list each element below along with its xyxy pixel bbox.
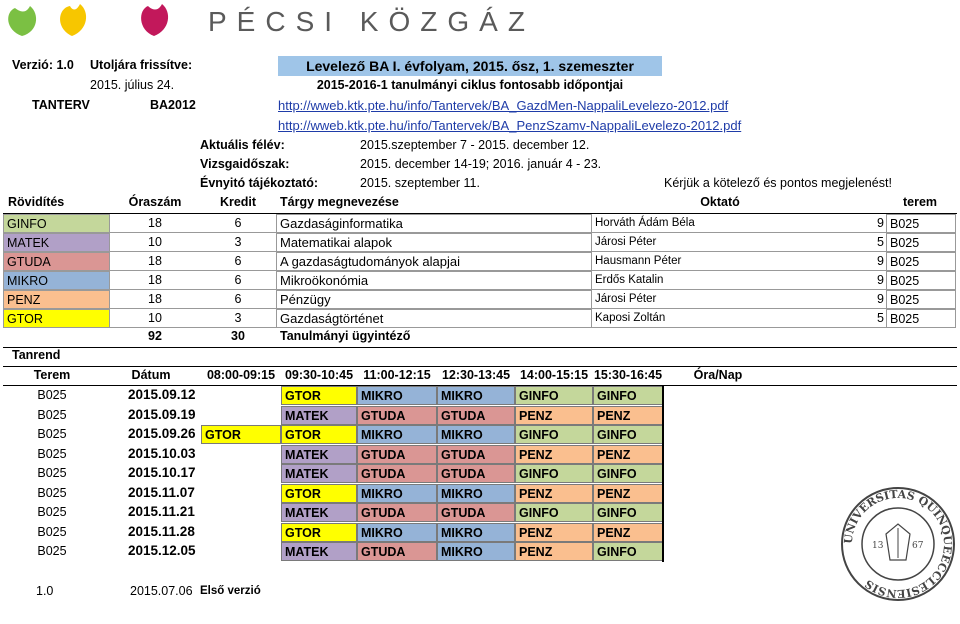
subject-credit: 6: [200, 214, 276, 233]
schedule-row: [0, 542, 960, 562]
schedule-row: [0, 386, 960, 406]
footer-note: Első verzió: [200, 585, 261, 597]
vizsga-value: 2015. december 14-19; 2016. január 4 - 23.: [360, 157, 602, 171]
row-divider: [663, 542, 664, 562]
subjects-header-3: Tárgy megnevezése: [280, 195, 399, 209]
subject-name: Gazdaságtörténet: [276, 309, 592, 328]
subject-row: [0, 309, 960, 328]
attendance-notice: Kérjük a kötelező és pontos megjelenést!: [664, 176, 892, 190]
subjects-header-0: Rövidítés: [8, 195, 65, 209]
vizsga-label: Vizsgaidőszak:: [200, 157, 290, 171]
schedule-slot: GTOR: [281, 386, 357, 405]
schedule-slot: GINFO: [593, 386, 663, 405]
schedule-slot: MIKRO: [437, 425, 515, 444]
last-updated-date: 2015. július 24.: [90, 78, 175, 92]
schedule-row: [0, 406, 960, 426]
schedule-room: B025: [37, 485, 67, 500]
curriculum-link-gazdmen[interactable]: http://wweb.ktk.pte.hu/info/Tantervek/BA_GazdMen-NappaliLevelezo-2012.pdf: [278, 98, 729, 113]
subject-row: [0, 252, 960, 271]
subject-credit: 3: [200, 233, 276, 252]
schedule-slot: GTUDA: [357, 542, 437, 561]
evnyito-value: 2015. szeptember 11.: [360, 176, 480, 190]
subject-name: Pénzügy: [276, 290, 592, 309]
subject-room: B025: [886, 271, 956, 290]
schedule-room: B025: [37, 407, 67, 422]
row-divider: [663, 464, 664, 484]
schedule-title: Tanrend: [12, 348, 61, 362]
schedule-date: 2015.11.07: [128, 484, 195, 500]
subject-room: B025: [886, 233, 956, 252]
total-label: Tanulmányi ügyintéző: [280, 329, 411, 343]
schedule-slot: [201, 484, 281, 503]
schedule-header-7: 15:30-16:45: [593, 368, 663, 382]
subject-count: 9: [877, 254, 884, 268]
schedule-slot: PENZ: [515, 406, 593, 425]
schedule-slot: PENZ: [515, 523, 593, 542]
seal-left-num: 13: [872, 541, 884, 551]
subject-code: GTUDA: [3, 252, 110, 271]
schedule-slot: MATEK: [281, 445, 357, 464]
row-divider: [663, 425, 664, 445]
footer-date: 2015.07.06: [130, 584, 193, 598]
schedule-header-4: 11:00-12:15: [363, 368, 431, 382]
schedule-header-6: 14:00-15:15: [519, 368, 589, 382]
schedule-slot: MIKRO: [357, 386, 437, 405]
schedule-slot: [201, 406, 281, 425]
subject-teacher: Horváth Ádám Béla: [592, 214, 886, 233]
seal-text: UNIVERSITAS QUINQUEECCLESIENSIS: [841, 487, 955, 601]
page-subtitle: 2015-2016-1 tanulmányi ciklus fontosabb időpontjai: [316, 78, 624, 92]
subject-room: B025: [886, 290, 956, 309]
schedule-slot: GTUDA: [357, 503, 437, 522]
subject-hours: 18: [110, 271, 200, 290]
total-hours: 92: [148, 329, 162, 343]
subject-count: 9: [877, 292, 884, 306]
subject-hours: 18: [110, 214, 200, 233]
subject-code: MATEK: [3, 233, 110, 252]
subject-name: Mikroökonómia: [276, 271, 592, 290]
row-divider: [663, 484, 664, 504]
subject-teacher: Hausmann Péter: [592, 252, 886, 271]
subject-code: GTOR: [3, 309, 110, 328]
schedule-row: [0, 425, 960, 445]
schedule-slot: [201, 386, 281, 405]
schedule-slot: GINFO: [515, 503, 593, 522]
subject-room: B025: [886, 252, 956, 271]
schedule-slot: GTUDA: [357, 445, 437, 464]
subject-code: PENZ: [3, 290, 110, 309]
schedule-slot: GTOR: [281, 484, 357, 503]
subject-count: 5: [877, 311, 884, 325]
schedule-room: B025: [37, 388, 67, 402]
schedule-date: 2015.12.05: [128, 543, 196, 558]
total-divider: [3, 347, 957, 348]
schedule-slot: MIKRO: [437, 542, 515, 561]
schedule-right-border: [662, 385, 663, 562]
schedule-room: B025: [37, 505, 67, 519]
row-divider: [663, 523, 664, 543]
schedule-slot: [201, 503, 281, 522]
schedule-slot: GINFO: [593, 503, 663, 522]
schedule-slot: MIKRO: [357, 484, 437, 503]
row-divider: [663, 445, 664, 465]
subject-room: B025: [886, 309, 956, 328]
schedule-slot: PENZ: [515, 542, 593, 561]
subject-code: MIKRO: [3, 271, 110, 290]
subject-credit: 6: [200, 271, 276, 290]
subject-row: [0, 271, 960, 290]
subject-credit: 6: [200, 290, 276, 309]
total-credit: 30: [231, 329, 245, 343]
subject-name: Gazdaságinformatika: [276, 214, 592, 233]
schedule-slot: PENZ: [593, 406, 663, 425]
schedule-slot: PENZ: [515, 445, 593, 464]
subject-code: GINFO: [3, 214, 110, 233]
schedule-slot: GINFO: [593, 464, 663, 483]
schedule-row: [0, 464, 960, 484]
subject-row: [0, 290, 960, 309]
subject-teacher: Járosi Péter: [592, 233, 886, 252]
schedule-header-5: 12:30-13:45: [441, 368, 511, 382]
tanterv-value: BA2012: [150, 98, 196, 112]
schedule-room: B025: [37, 446, 67, 461]
schedule-slot: MIKRO: [437, 484, 515, 503]
subject-room: B025: [886, 214, 956, 233]
subject-teacher: Járosi Péter: [592, 290, 886, 309]
logo-shapes-icon: [0, 0, 200, 48]
subject-name: A gazdaságtudományok alapjai: [276, 252, 592, 271]
schedule-slot: PENZ: [593, 523, 663, 542]
subject-hours: 10: [110, 233, 200, 252]
schedule-row: [0, 503, 960, 523]
curriculum-link-penzszamv[interactable]: http://wweb.ktk.pte.hu/info/Tantervek/BA_PenzSzamv-NappaliLevelezo-2012.pdf: [278, 118, 742, 133]
schedule-slot: GTUDA: [437, 406, 515, 425]
subject-hours: 18: [110, 252, 200, 271]
footer-version: 1.0: [36, 584, 54, 598]
subject-teacher: Erdős Katalin: [592, 271, 886, 290]
subject-count: 9: [877, 216, 884, 230]
schedule-slot: MIKRO: [437, 523, 515, 542]
schedule-slot: GTUDA: [437, 445, 515, 464]
schedule-room: B025: [37, 466, 67, 480]
schedule-room: B025: [37, 427, 67, 441]
university-seal-icon: [838, 484, 958, 604]
schedule-slot: PENZ: [593, 445, 663, 464]
schedule-slot: [201, 464, 281, 483]
schedule-slot: GINFO: [515, 425, 593, 444]
subject-hours: 10: [110, 309, 200, 328]
row-divider: [663, 503, 664, 523]
schedule-top-line: [3, 366, 957, 367]
schedule-date: 2015.11.28: [128, 523, 195, 539]
schedule-slot: GINFO: [593, 542, 663, 561]
schedule-header-3: 09:30-10:45: [284, 368, 354, 382]
schedule-slot: MATEK: [281, 542, 357, 561]
schedule-slot: MIKRO: [357, 523, 437, 542]
schedule-slot: PENZ: [593, 484, 663, 503]
schedule-room: B025: [37, 524, 67, 539]
subject-credit: 3: [200, 309, 276, 328]
schedule-slot: MATEK: [281, 406, 357, 425]
schedule-slot: GINFO: [593, 425, 663, 444]
evnyito-label: Évnyitó tájékoztató:: [200, 176, 319, 190]
schedule-header-0: Terem: [33, 368, 71, 382]
last-updated-label: Utoljára frissítve:: [90, 58, 193, 72]
version-label: Verzió: 1.0: [12, 58, 74, 72]
seal-right-num: 67: [912, 541, 924, 551]
schedule-row: [0, 445, 960, 465]
subject-row: [0, 214, 960, 233]
logo-text: PÉCSI KÖZGÁZ: [208, 6, 535, 37]
subjects-header-4: Oktató: [700, 195, 740, 209]
subject-teacher: Kaposi Zoltán: [592, 309, 886, 328]
subject-count: 5: [877, 235, 884, 249]
page-title: Levelező BA I. évfolyam, 2015. ősz, 1. szemeszter: [278, 56, 662, 76]
schedule-slot: GTUDA: [357, 464, 437, 483]
schedule-row: [0, 484, 960, 504]
subject-name: Matematikai alapok: [276, 233, 592, 252]
aktualis-label: Aktuális félév:: [200, 138, 285, 152]
schedule-slot: GTOR: [281, 425, 357, 444]
schedule-slot: MIKRO: [357, 425, 437, 444]
schedule-slot: [201, 542, 281, 561]
row-divider: [663, 406, 664, 426]
subject-row: [0, 233, 960, 252]
aktualis-value: 2015.szeptember 7 - 2015. december 12.: [360, 138, 590, 152]
schedule-header-8: Óra/Nap: [693, 368, 743, 382]
schedule-header-2: 08:00-09:15: [206, 368, 276, 382]
schedule-slot: [201, 523, 281, 542]
schedule-slot: GTOR: [201, 425, 281, 444]
row-divider: [663, 386, 664, 406]
subjects-header-5: terem: [902, 195, 938, 209]
subject-credit: 6: [200, 252, 276, 271]
schedule-slot: GTUDA: [437, 464, 515, 483]
schedule-slot: MIKRO: [437, 386, 515, 405]
schedule-slot: MATEK: [281, 503, 357, 522]
schedule-date: 2015.09.12: [128, 387, 196, 402]
schedule-date: 2015.10.03: [128, 445, 196, 461]
schedule-date: 2015.09.26: [128, 426, 196, 441]
logo-header: [0, 0, 960, 48]
tanterv-label: TANTERV: [32, 98, 90, 112]
schedule-row: [0, 523, 960, 543]
schedule-date: 2015.10.17: [128, 465, 196, 480]
schedule-header-1: Dátum: [131, 368, 171, 382]
schedule-slot: [201, 445, 281, 464]
schedule-slot: GTUDA: [437, 503, 515, 522]
subjects-header-2: Kredit: [219, 195, 257, 209]
schedule-date: 2015.09.19: [128, 406, 196, 422]
schedule-slot: GTOR: [281, 523, 357, 542]
schedule-slot: GTUDA: [357, 406, 437, 425]
schedule-date: 2015.11.21: [128, 504, 195, 519]
schedule-slot: GINFO: [515, 464, 593, 483]
schedule-slot: GINFO: [515, 386, 593, 405]
schedule-slot: MATEK: [281, 464, 357, 483]
subject-hours: 18: [110, 290, 200, 309]
subjects-header-1: Óraszám: [128, 195, 182, 209]
subject-count: 9: [877, 273, 884, 287]
schedule-room: B025: [37, 544, 67, 558]
schedule-slot: PENZ: [515, 484, 593, 503]
